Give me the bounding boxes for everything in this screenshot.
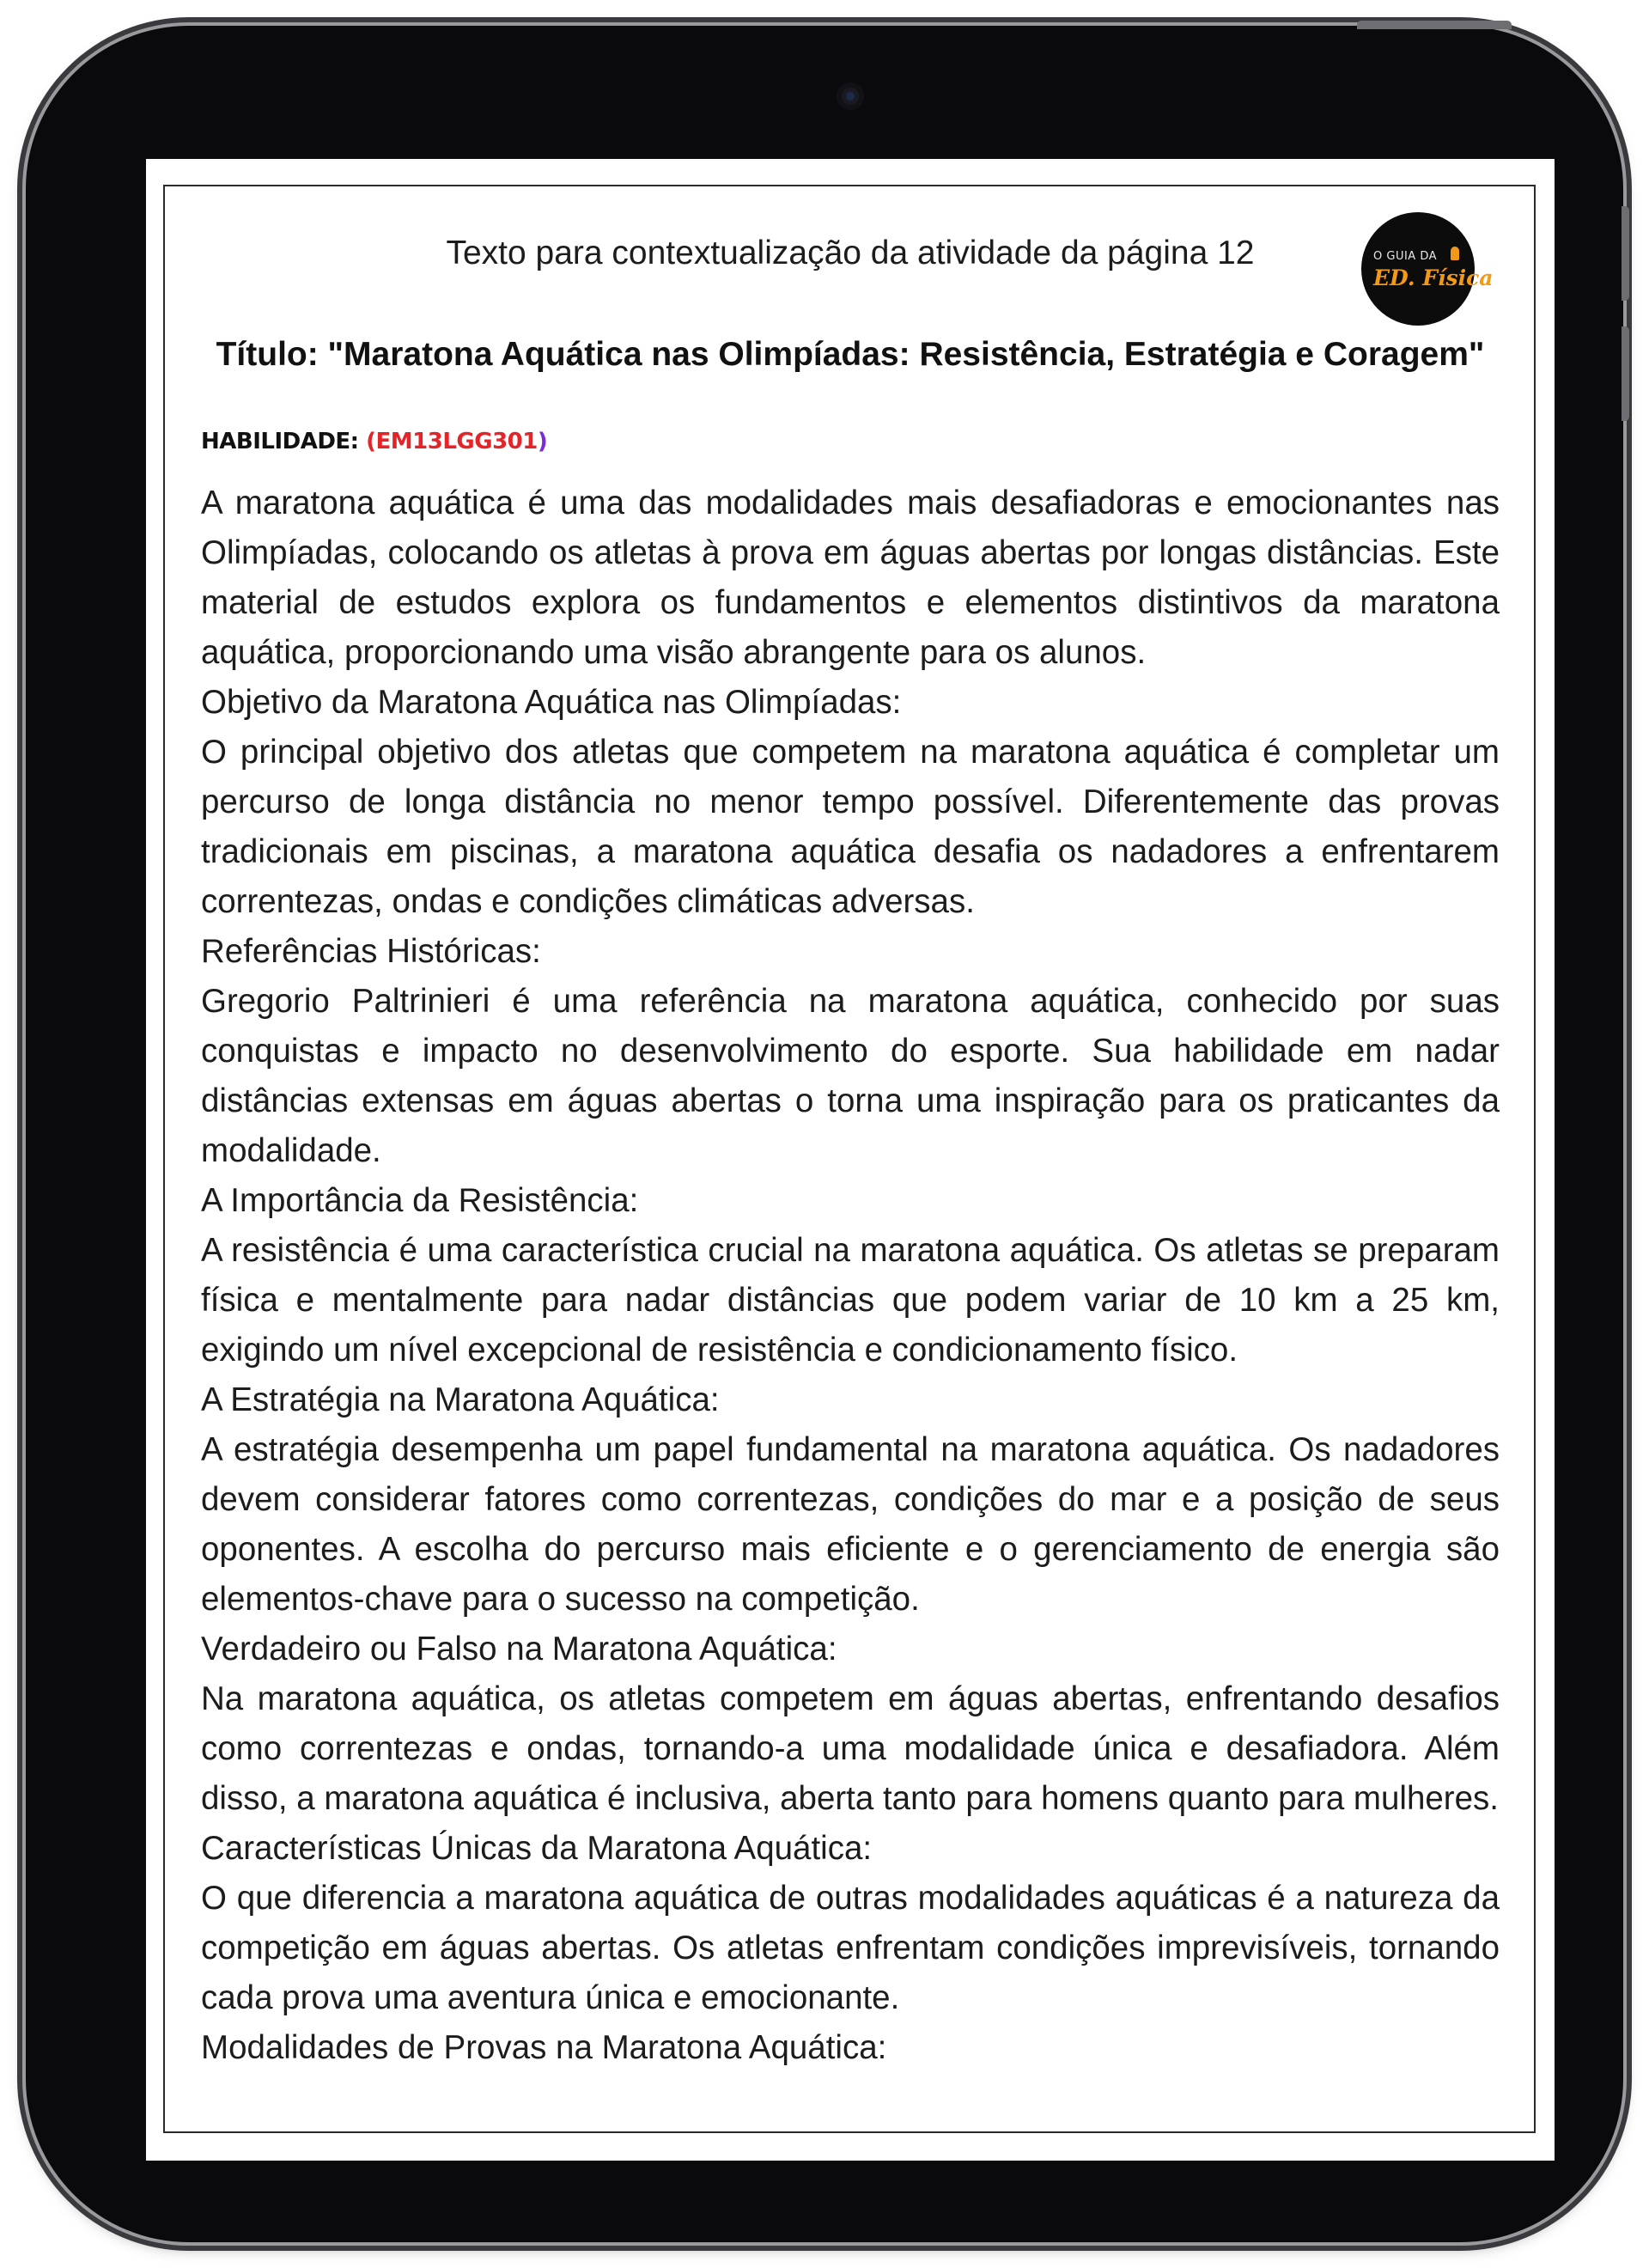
paragraph-objetivo: O principal objetivo dos atletas que competem na maratona aquática é completar um percurso de longa distância no menor tempo possível. Diferentemente das provas tradicionais em piscinas, a maratona aquática desafia os nadadores a enfrentarem correntezas, ondas e condições climáticas adversas. xyxy=(201,734,1500,920)
volume-down-button xyxy=(1622,326,1629,421)
document-body xyxy=(201,479,1500,2073)
screen xyxy=(146,159,1555,2161)
section-heading-modalidades: Modalidades de Provas na Maratona Aquática: xyxy=(201,2029,887,2066)
skill-code: EM13LGG301 xyxy=(375,429,538,454)
paragraph-resistencia: A resistência é uma característica crucial na maratona aquática. Os atletas se preparam física e mentalmente para nadar distâncias que podem variar de 10 km a 25 km, exigindo um nível excepcional de resistência e condicionamento físico. xyxy=(201,1232,1500,1369)
paragraph-caracteristicas: O que diferencia a maratona aquática de outras modalidades aquáticas é a natureza da competição em águas abertas. Os atletas enfrentam condições imprevisíveis, tornando cada prova uma aventura única e emocionante. xyxy=(201,1880,1500,2016)
skill-line xyxy=(201,429,547,454)
section-heading-objetivo: Objetivo da Maratona Aquática nas Olimpíadas: xyxy=(201,684,902,721)
logo-line1: O GUIA DA xyxy=(1373,250,1437,263)
paragraph-verdadeiro-falso: Na maratona aquática, os atletas competem em águas abertas, enfrentando desafios como correntezas e ondas, tornando-a uma modalidade única e desafiadora. Além disso, a maratona aquática é inclusiva, aberta tanto para homens quanto para mulheres. xyxy=(201,1680,1500,1817)
guia-ed-fisica-logo xyxy=(1361,212,1494,326)
section-heading-estrategia: A Estratégia na Maratona Aquática: xyxy=(201,1381,720,1418)
section-heading-referencias: Referências Históricas: xyxy=(201,933,541,970)
tablet-frame xyxy=(26,26,1623,2242)
skill-label: HABILIDADE: xyxy=(201,429,359,454)
camera-icon xyxy=(837,82,864,110)
paragraph-referencias: Gregorio Paltrinieri é uma referência na maratona aquática, conhecido por suas conquistas e impacto no desenvolvimento do esporte. Sua habilidade em nadar distâncias extensas em águas abertas o torna uma inspiração para os praticantes da modalidade. xyxy=(201,983,1500,1169)
skill-close-paren: ) xyxy=(537,429,548,454)
athlete-icon xyxy=(1451,247,1459,260)
logo-line2: ED. Física xyxy=(1373,265,1494,290)
section-heading-verdadeiro-falso: Verdadeiro ou Falso na Maratona Aquática: xyxy=(201,1631,837,1667)
document-title: Título: "Maratona Aquática nas Olimpíadas: Resistência, Estratégia e Coragem" xyxy=(216,336,1485,373)
paragraph-intro: A maratona aquática é uma das modalidades mais desafiadoras e emocionantes nas Olimpíadas, colocando os atletas à prova em águas abertas por longas distâncias. Este material de estudos explora os fundamentos e elementos distintivos da maratona aquática, proporcionando uma visão abrangente para os alunos. xyxy=(201,485,1500,671)
context-title: Texto para contextualização da atividade da página 12 xyxy=(446,235,1255,271)
volume-up-button xyxy=(1622,206,1629,301)
skill-open-paren: ( xyxy=(358,429,376,454)
paragraph-estrategia: A estratégia desempenha um papel fundamental na maratona aquática. Os nadadores devem considerar fatores como correntezas, condições do mar e a posição de seus oponentes. A escolha do percurso mais eficiente e o gerenciamento de energia são elementos-chave para o sucesso na competição. xyxy=(201,1431,1500,1618)
section-heading-caracteristicas: Características Únicas da Maratona Aquática: xyxy=(201,1830,873,1867)
section-heading-resistencia: A Importância da Resistência: xyxy=(201,1182,639,1219)
power-button xyxy=(1357,21,1512,29)
